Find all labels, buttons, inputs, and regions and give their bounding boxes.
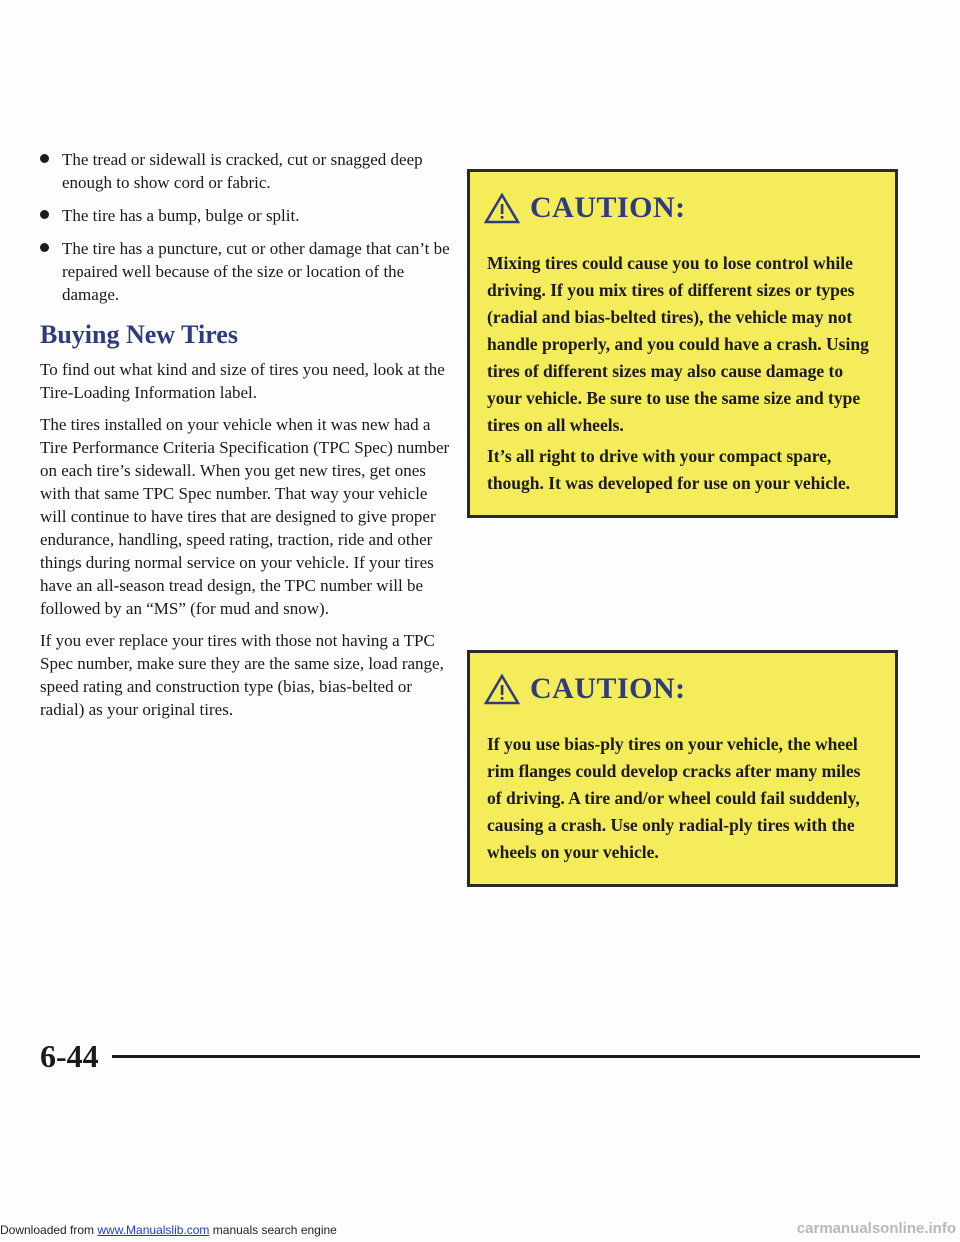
list-item <box>40 204 450 227</box>
caution-header <box>470 653 895 725</box>
damage-bullet-list <box>40 148 450 306</box>
list-item <box>40 237 450 306</box>
bullet-text: The tread or sidewall is cracked, cut or snagged deep enough to show cord or fabric. <box>62 150 423 192</box>
caution-title: CAUTION: <box>530 190 686 224</box>
manualslib-link[interactable]: www.Manualslib.com <box>97 1223 210 1237</box>
watermark-text: carmanualsonline.info <box>796 1220 956 1237</box>
footer-rule <box>112 1055 920 1058</box>
caution-text: Mixing tires could cause you to lose control while driving. If you mix tires of different sizes or types (radial and bias-belted tires), the vehicle may not handle properly, and you could have a crash. Using tires of different sizes may also cause damage to your vehicle. Be sure to use the same size and type tires on all wheels. <box>487 253 869 435</box>
list-item <box>40 148 450 194</box>
caution-body <box>470 725 895 884</box>
caution-box-bias-ply <box>467 650 898 887</box>
caution-box-mixing-tires <box>467 169 898 518</box>
bullet-icon <box>40 243 49 252</box>
paragraph: The tires installed on your vehicle when it was new had a Tire Performance Criteria Specification (TPC Spec) number on each tire’s sidewall. When you get new tires, get ones with that same TPC Spec number. That way your vehicle will continue to have tires that are designed to give proper endurance, handling, speed rating, traction, ride and other things during normal service on your vehicle. If your tires have an all-season tread design, the TPC number will be followed by an “MS” (for mud and snow). <box>40 415 450 618</box>
paragraph: To find out what kind and size of tires you need, look at the Tire-Loading Information label. <box>40 360 445 402</box>
download-banner <box>0 1223 337 1237</box>
left-column <box>40 148 450 730</box>
banner-prefix: Downloaded from <box>0 1223 98 1237</box>
banner-suffix: manuals search engine <box>209 1223 337 1237</box>
caution-title: CAUTION: <box>530 671 686 705</box>
caution-text: It’s all right to drive with your compact spare, though. It was developed for use on your vehicle. <box>487 446 850 493</box>
caution-text: If you use bias-ply tires on your vehicle, the wheel rim flanges could develop cracks after many miles of driving. A tire and/or wheel could fail suddenly, causing a crash. Use only radial-ply tires with the wheels on your vehicle. <box>487 734 861 862</box>
warning-triangle-icon <box>484 192 520 224</box>
page-number: 6-44 <box>40 1038 99 1074</box>
caution-header <box>470 172 895 244</box>
bullet-icon <box>40 154 49 163</box>
bullet-text: The tire has a bump, bulge or split. <box>62 206 300 225</box>
bullet-text: The tire has a puncture, cut or other damage that can’t be repaired well because of the size or location of the damage. <box>62 239 450 304</box>
warning-triangle-icon <box>484 673 520 705</box>
caution-body <box>470 244 895 515</box>
paragraph: If you ever replace your tires with those not having a TPC Spec number, make sure they are the same size, load range, speed rating and construction type (bias, bias-belted or radial) as your original tires. <box>40 631 444 719</box>
section-heading: Buying New Tires <box>40 320 238 349</box>
bullet-icon <box>40 210 49 219</box>
